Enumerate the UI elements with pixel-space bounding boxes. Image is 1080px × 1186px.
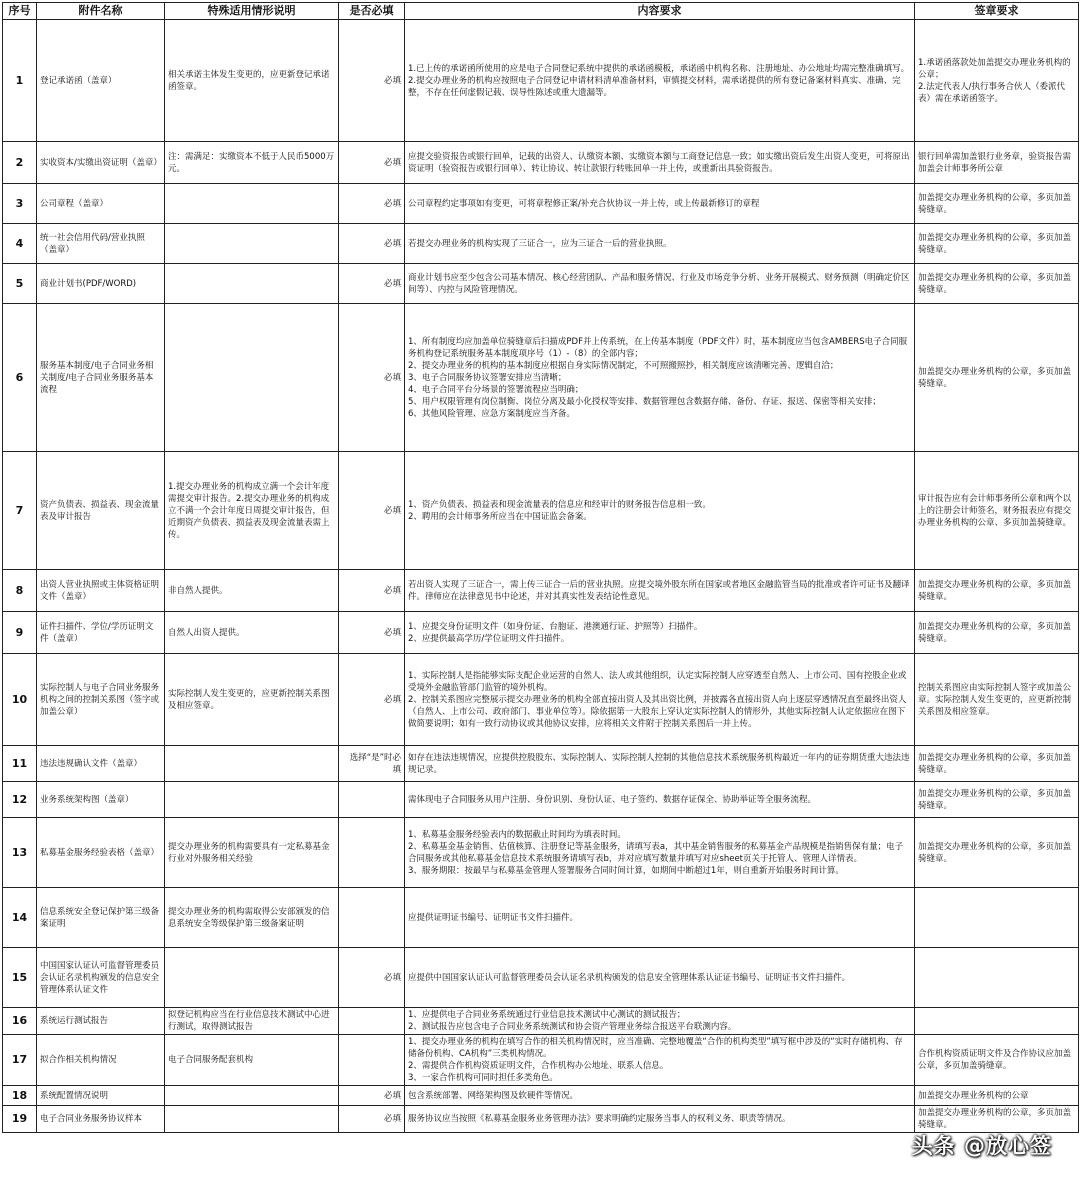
content-requirement (405, 142, 915, 184)
special-condition: 电子合同服务配套机构 (165, 1035, 339, 1086)
table-row (3, 1035, 1079, 1086)
table-row (3, 142, 1079, 184)
special-condition: 非自然人提供。 (165, 570, 339, 612)
content-line: 服务协议应当按照《私募基金服务业务管理办法》要求明确约定服务当事人的权利义务、职责等情况。 (408, 1114, 791, 1124)
content-line: 1、应提供电子合同业务系统通过行业信息技术测试中心测试的测试报告； (408, 1010, 686, 1020)
attachment-name: 拟合作相关机构情况 (37, 1035, 165, 1086)
seal-requirement (915, 818, 1079, 888)
table-header-row (3, 3, 1079, 20)
table-row (3, 224, 1079, 264)
table-row (3, 452, 1079, 570)
seal-line: 加盖提交办理业务机构的公章，多页加盖骑缝章。 (918, 788, 1072, 811)
special-condition: 自然人出资人提供。 (165, 612, 339, 654)
seal-requirement (915, 142, 1079, 184)
attachment-name: 登记承诺函（盖章） (37, 20, 165, 142)
row-number: 6 (3, 304, 37, 452)
content-requirement (405, 224, 915, 264)
content-line: 2、应提供最高学历/学位证明文件扫描件。 (408, 633, 570, 644)
required-flag: 必填 (339, 948, 405, 1008)
special-condition: 实际控制人发生变更的，应更新控制关系图及相应签章。 (165, 654, 339, 746)
special-condition (165, 948, 339, 1008)
content-line: 若出资人实现了三证合一，需上传三证合一后的营业执照。应提交境外股东所在国家或者地区金融监管当局的批准或者许可证书及翻译件。律师应在法律意见书中论述，并对其真实性发表结论性意见。 (408, 579, 910, 602)
content-line: 3、一家合作机构可同时担任多类角色。 (408, 1073, 558, 1083)
content-requirement (405, 570, 915, 612)
content-line: 3、服务期限：按最早与私募基金管理人签署服务合同时间计算，如期间中断超过1年，则自重新开始服务时间计算。 (408, 865, 844, 876)
content-requirement (405, 1106, 915, 1133)
content-line: 2、聘用的会计师事务所应当在中国证监会备案。 (408, 511, 592, 522)
row-number: 10 (3, 654, 37, 746)
table-row (3, 304, 1079, 452)
row-number: 15 (3, 948, 37, 1008)
required-flag: 必填 (339, 304, 405, 452)
content-line: 如存在违法违规情况，应提供控股股东、实际控制人、实际控制人控制的其他信息技术系统服务机构最近一年内的证券期货重大违法违规记录。 (408, 752, 910, 775)
seal-requirement (915, 612, 1079, 654)
attachment-name: 出资人营业执照或主体资格证明文件（盖章） (37, 570, 165, 612)
seal-line: 加盖提交办理业务机构的公章，多页加盖骑缝章。 (918, 1108, 1072, 1130)
content-line: 1、应提交身份证明文件（如身份证、台胞证、港澳通行证、护照等）扫描件。 (408, 621, 703, 632)
row-number: 3 (3, 184, 37, 224)
content-line: 6、其他风险管理、应急方案制度应当齐备。 (408, 408, 575, 419)
special-condition (165, 224, 339, 264)
attachment-name: 系统运行测试报告 (37, 1008, 165, 1035)
table-row (3, 746, 1079, 782)
table-row (3, 948, 1079, 1008)
header-content: 内容要求 (405, 3, 915, 20)
content-line: 1、资产负债表、损益表和现金流量表的信息应和经审计的财务报告信息相一致。 (408, 499, 711, 510)
special-condition (165, 746, 339, 782)
seal-requirement (915, 1035, 1079, 1086)
row-number: 16 (3, 1008, 37, 1035)
content-line: 公司章程约定事项如有变更，可将章程修正案/补充合伙协议一并上传，或上传最新修订的章程 (408, 198, 760, 209)
table-body (3, 20, 1079, 1133)
table-row (3, 264, 1079, 304)
seal-line: 加盖提交办理业务机构的公章，多页加盖骑缝章。 (918, 232, 1072, 255)
content-requirement (405, 264, 915, 304)
special-condition (165, 1086, 339, 1106)
row-number: 11 (3, 746, 37, 782)
content-line: 2、需提供合作机构资质证明文件，合作机构办公地址、联系人信息。 (408, 1061, 669, 1071)
attachment-name: 实收资本/实缴出资证明（盖章） (37, 142, 165, 184)
seal-line: 合作机构资质证明文件及合作协议应加盖公章，多页加盖骑缝章。 (918, 1049, 1072, 1071)
seal-line: 控制关系图应由实际控制人签字或加盖公章。实际控制人发生变更的，应更新控制关系图及相应签章。 (918, 682, 1072, 717)
seal-requirement (915, 1106, 1079, 1133)
required-flag: 必填 (339, 264, 405, 304)
special-condition (165, 782, 339, 818)
content-requirement (405, 746, 915, 782)
content-requirement (405, 948, 915, 1008)
header-no: 序号 (3, 3, 37, 20)
table-row (3, 818, 1079, 888)
seal-requirement (915, 948, 1079, 1008)
content-line: 2、测试报告应包含电子合同业务系统测试和协会资产管理业务综合报送平台联测内容。 (408, 1022, 737, 1032)
required-flag: 选择“是”时必填 (339, 746, 405, 782)
attachment-name: 实际控制人与电子合同业务服务机构之间的控制关系图（签字或加盖公章） (37, 654, 165, 746)
seal-line: 1.承诺函落款处加盖提交办理业务机构的公章； (918, 57, 1071, 80)
row-number: 2 (3, 142, 37, 184)
row-number: 13 (3, 818, 37, 888)
seal-requirement (915, 888, 1079, 948)
content-line: 应提供证明证书编号、证明证书文件扫描件。 (408, 912, 579, 923)
special-condition: 注：需满足：实缴资本不低于人民币5000万元。 (165, 142, 339, 184)
row-number: 14 (3, 888, 37, 948)
content-requirement (405, 654, 915, 746)
seal-requirement (915, 1008, 1079, 1035)
header-required: 是否必填 (339, 3, 405, 20)
seal-line: 加盖提交办理业务机构的公章 (918, 1090, 1029, 1101)
seal-requirement (915, 304, 1079, 452)
header-seal: 签章要求 (915, 3, 1079, 20)
row-number: 9 (3, 612, 37, 654)
content-line: 4、电子合同平台分场景的签署流程应当明确； (408, 384, 584, 395)
required-flag: 必填 (339, 142, 405, 184)
special-condition (165, 264, 339, 304)
row-number: 12 (3, 782, 37, 818)
seal-line: 审计报告应有会计师事务所公章和两个以上的注册会计师签名，财务报表应有提交办理业务机构的公章、多页加盖骑缝章。 (918, 493, 1072, 528)
row-number: 19 (3, 1106, 37, 1133)
special-condition: 1.提交办理业务的机构成立满一个会计年度需提交审计报告。2.提交办理业务的机构成立不满一个会计年度日周提交审计报告，但近期资产负债表、损益表及现金流量表需上传。 (165, 452, 339, 570)
content-line: 2.提交办理业务的机构应按照电子合同登记申请材料清单准备材料，审慎提交材料，需承诺提供的所有登记备案材料真实、准确、完整，不存在任何虚假记载、误导性陈述或重大遗漏等。 (408, 75, 901, 98)
seal-requirement (915, 184, 1079, 224)
attachment-name: 信息系统安全登记保护第三级备案证明 (37, 888, 165, 948)
required-flag (339, 888, 405, 948)
attachment-name: 私募基金服务经验表格（盖章） (37, 818, 165, 888)
row-number: 8 (3, 570, 37, 612)
seal-requirement (915, 570, 1079, 612)
header-special: 特殊适用情形说明 (165, 3, 339, 20)
attachment-name: 服务基本制度/电子合同业务相关制度/电子合同业务服务基本流程 (37, 304, 165, 452)
required-flag: 必填 (339, 452, 405, 570)
content-line: 2、提交办理业务的机构的基本制度应根据自身实际情况制定，不可照搬照抄，相关制度应该清晰完善、逻辑自洽； (408, 360, 839, 371)
attachment-name: 公司章程（盖章） (37, 184, 165, 224)
table-row (3, 1106, 1079, 1133)
seal-line: 银行回单需加盖银行业务章，验资报告需加盖会计师事务所公章 (918, 151, 1072, 174)
required-flag: 必填 (339, 1106, 405, 1133)
content-requirement (405, 888, 915, 948)
content-requirement (405, 304, 915, 452)
attachment-name: 业务系统架构图（盖章） (37, 782, 165, 818)
special-condition (165, 1106, 339, 1133)
row-number: 1 (3, 20, 37, 142)
required-flag: 必填 (339, 224, 405, 264)
content-line: 1.已上传的承诺函所使用的应是电子合同登记系统中提供的承诺函模板，承诺函中机构名称、注册地址、办公地址均需完整准确填写。 (408, 63, 910, 74)
content-line: 应提交验资报告或银行回单，记载的出资人、认缴资本额、实缴资本额与工商登记信息一致；如实缴出资后发生出资人变更，可将原出资证明（验资报告或银行回单）、转让协议、转让款银行转账回单一并上传，或重新出具验资报告。 (408, 151, 910, 174)
row-number: 7 (3, 452, 37, 570)
content-line: 1、提交办理业务的机构在填写合作的相关机构情况时，应当准确、完整地覆盖“合作的机构类型”填写框中涉及的“实时存储机构、存储备份机构、CA机构”三类机构情况。 (408, 1037, 903, 1059)
table-row (3, 570, 1079, 612)
table-row (3, 1008, 1079, 1035)
required-flag (339, 1035, 405, 1086)
special-condition: 提交办理业务的机构需取得公安部颁发的信息系统安全等级保护第三级备案证明 (165, 888, 339, 948)
seal-line: 加盖提交办理业务机构的公章，多页加盖骑缝章。 (918, 841, 1072, 864)
content-line: 商业计划书应至少包含公司基本情况、核心经营团队、产品和服务情况、行业及市场竞争分析、业务开展模式、财务预测（明确定价区间等）、内控与风险管理情况。 (408, 272, 910, 295)
content-requirement (405, 20, 915, 142)
special-condition (165, 184, 339, 224)
row-number: 4 (3, 224, 37, 264)
seal-line: 加盖提交办理业务机构的公章，多页加盖骑缝章。 (918, 621, 1072, 644)
required-flag: 必填 (339, 1086, 405, 1106)
seal-line: 加盖提交办理业务机构的公章，多页加盖骑缝章。 (918, 272, 1072, 295)
table-row (3, 1086, 1079, 1106)
required-flag: 必填 (339, 654, 405, 746)
required-flag: 必填 (339, 184, 405, 224)
required-flag (339, 818, 405, 888)
seal-line: 加盖提交办理业务机构的公章，多页加盖骑缝章。 (918, 366, 1072, 389)
required-flag: 必填 (339, 20, 405, 142)
table-row (3, 782, 1079, 818)
content-line: 3、电子合同服务协议签署安排应当清晰； (408, 372, 567, 383)
seal-requirement (915, 224, 1079, 264)
seal-requirement (915, 264, 1079, 304)
attachment-name: 系统配置情况说明 (37, 1086, 165, 1106)
attachment-name: 资产负债表、损益表、现金流量表及审计报告 (37, 452, 165, 570)
content-requirement (405, 818, 915, 888)
seal-requirement (915, 746, 1079, 782)
watermark: 头条 @放心签 (911, 1134, 1052, 1158)
seal-line: 加盖提交办理业务机构的公章，多页加盖骑缝章。 (918, 192, 1072, 215)
content-line: 2、控制关系图应完整展示提交办理业务的机构全部直接出资人及其出资比例，并披露各直接出资人向上逐层穿透情况直至最终出资人（自然人、上市公司、政府部门、事业单位等）。除依据第一大股东上穿认定实际控制人的情形外，其他实际控制人认定依据应在图下做简要说明；如有一致行动协议或其他协议安排，应将相关文件附于控制关系图后一并上传。 (408, 694, 907, 729)
content-line: 若提交办理业务的机构实现了三证合一，应为三证合一后的营业执照。 (408, 238, 672, 249)
seal-requirement (915, 452, 1079, 570)
row-number: 18 (3, 1086, 37, 1106)
content-requirement (405, 184, 915, 224)
row-number: 5 (3, 264, 37, 304)
content-line: 1、私募基金服务经验表内的数据截止时间均为填表时间。 (408, 829, 626, 840)
content-line: 5、用户权限管理有岗位制衡、岗位分离及最小化授权等安排、数据管理包含数据存储、备份、存证、报送、保密等相关安排； (408, 396, 881, 407)
content-requirement (405, 1035, 915, 1086)
table-row (3, 184, 1079, 224)
table-row (3, 654, 1079, 746)
content-line: 2、私募基金基金销售、估值核算、注册登记等基金服务，请填写表a，其中基金销售服务的私募基金产品规模是指销售保有量；电子合同服务或其他私募基金信息技术系统服务请填写表b，并对应填写数量并填写对应sheet页关于托管人、管理人详情表。 (408, 841, 904, 864)
required-flag: 必填 (339, 612, 405, 654)
content-line: 包含系统部署、网络架构图及软硬件等情况。 (408, 1090, 579, 1101)
special-condition: 拟登记机构应当在行业信息技术测试中心进行测试，取得测试报告 (165, 1008, 339, 1035)
required-flag (339, 782, 405, 818)
seal-line: 2.法定代表人/执行事务合伙人（委派代表）需在承诺函签字。 (918, 81, 1065, 104)
attachment-name: 中国国家认证认可监督管理委员会认证名录机构颁发的信息安全管理体系认证文件 (37, 948, 165, 1008)
header-name: 附件名称 (37, 3, 165, 20)
content-requirement (405, 1086, 915, 1106)
attachment-table (2, 2, 1079, 1133)
content-line: 1、所有制度均应加盖单位骑缝章后扫描成PDF并上传系统，在上传基本制度（PDF文件）时，基本制度应当包含AMBERS电子合同服务机构登记系统服务基本制度项序号（1）-（8）的全部内容； (408, 336, 908, 359)
attachment-name: 商业计划书(PDF/WORD) (37, 264, 165, 304)
special-condition: 提交办理业务的机构需要具有一定私募基金行业对外服务相关经验 (165, 818, 339, 888)
content-line: 1、实际控制人是指能够实际支配企业运营的自然人、法人或其他组织，认定实际控制人应穿透至自然人、上市公司、国有控股企业或受境外金融监管部门监管的境外机构。 (408, 670, 907, 693)
content-requirement (405, 1008, 915, 1035)
required-flag (339, 1008, 405, 1035)
attachment-name: 违法违规确认文件（盖章） (37, 746, 165, 782)
seal-line: 加盖提交办理业务机构的公章，多页加盖骑缝章。 (918, 579, 1072, 602)
table-row (3, 20, 1079, 142)
required-flag: 必填 (339, 570, 405, 612)
seal-line: 加盖提交办理业务机构的公章，多页加盖骑缝章。 (918, 752, 1072, 775)
table-row (3, 612, 1079, 654)
table-row (3, 888, 1079, 948)
special-condition (165, 304, 339, 452)
seal-requirement (915, 782, 1079, 818)
attachment-name: 统一社会信用代码/营业执照（盖章） (37, 224, 165, 264)
seal-requirement (915, 20, 1079, 142)
special-condition: 相关承诺主体发生变更的，应更新登记承诺函签章。 (165, 20, 339, 142)
seal-requirement (915, 654, 1079, 746)
content-requirement (405, 452, 915, 570)
seal-requirement (915, 1086, 1079, 1106)
content-requirement (405, 782, 915, 818)
content-line: 应提供中国国家认证认可监督管理委员会认证名录机构颁发的信息安全管理体系认证证书编号、证明证书文件扫描件。 (408, 972, 851, 983)
attachment-name: 电子合同业务服务协议样本 (37, 1106, 165, 1133)
content-line: 需体现电子合同服务从用户注册、身份识别、身份认证、电子签约、数据存证保全、协助举证等全服务流程。 (408, 794, 817, 805)
row-number: 17 (3, 1035, 37, 1086)
content-requirement (405, 612, 915, 654)
attachment-name: 证件扫描件、学位/学历证明文件（盖章） (37, 612, 165, 654)
